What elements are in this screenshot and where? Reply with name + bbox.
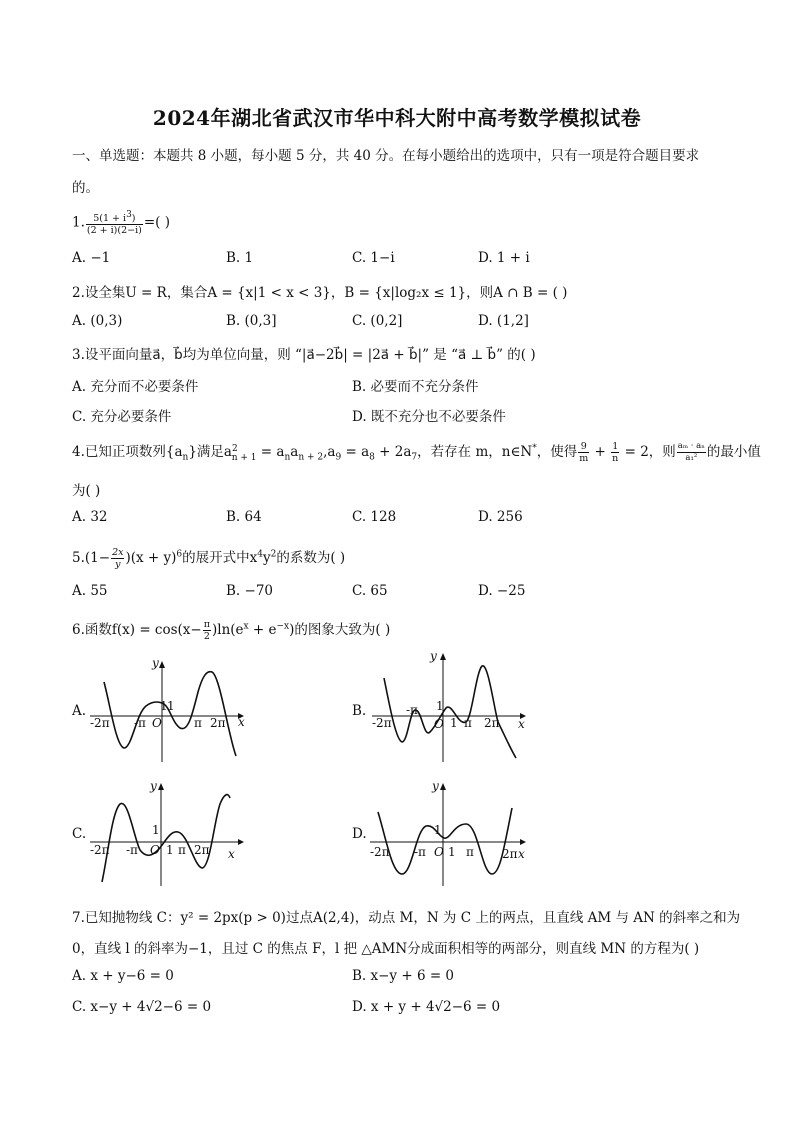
origin-label: O: [434, 717, 444, 731]
question-text: 设全集U = R，集合A = {x|1 < x < 3}，B = {x|log₂x ≤ 1}，则A ∩ B = ( ): [84, 285, 568, 301]
curve: [102, 795, 230, 882]
q1-option-a[interactable]: A. −1: [72, 250, 111, 266]
origin-label: O: [152, 716, 162, 730]
q4-text: 的最小值: [706, 444, 761, 460]
q2-option-a[interactable]: A. (0,3): [72, 313, 123, 329]
q4-sub: 7: [411, 452, 418, 463]
q6-sup: −x: [276, 621, 290, 632]
curve: [384, 666, 516, 758]
q6-text: )ln(e: [212, 622, 244, 638]
tick-pi: π: [178, 843, 186, 857]
q4-text: +: [590, 444, 611, 460]
q5-option-b[interactable]: B. −70: [226, 583, 273, 599]
q4-option-c[interactable]: C. 128: [352, 509, 397, 525]
denominator: 2: [203, 631, 210, 642]
q5-text: y: [263, 550, 271, 566]
graph-c[interactable]: [88, 778, 258, 890]
question-6-stem: [72, 618, 390, 642]
fraction: [578, 441, 589, 464]
tick-pi: π: [464, 716, 472, 730]
tick-neg-pi: -π: [134, 716, 146, 730]
section-heading: [72, 144, 699, 164]
tick-neg-2pi: -2π: [90, 716, 110, 730]
q5-sup: 6: [176, 549, 183, 560]
y-label: y: [150, 779, 157, 793]
tick-pi: π: [466, 845, 474, 859]
q1-option-c[interactable]: C. 1−i: [352, 250, 395, 266]
section-heading-line1: 一、单选题：本题共 8 小题，每小题 5 分，共 40 分。在每小题给出的选项中，只有一项是符合题目要求: [72, 148, 700, 164]
q4-option-d[interactable]: D. 256: [478, 509, 523, 525]
q6-option-d[interactable]: D.: [352, 826, 367, 842]
y-arrow-icon: [440, 653, 446, 660]
denominator: (2 + i)(2−i): [86, 225, 142, 237]
page-title: 2024年湖北省武汉市华中科大附中高考数学模拟试卷: [152, 106, 642, 130]
tick-neg-pi: -π: [126, 843, 138, 857]
tick-one: 1: [166, 843, 174, 857]
question-4-stem: [72, 440, 761, 464]
numerator-close: ): [131, 213, 136, 225]
x-label: x: [238, 715, 245, 729]
q7-option-b[interactable]: B. x−y + 6 = 0: [352, 968, 455, 984]
fraction: [203, 619, 211, 642]
tick-neg-pi: -π: [406, 703, 418, 717]
tick-one: 1: [160, 699, 168, 713]
q3-option-b[interactable]: B. 必要而不充分条件: [352, 379, 479, 395]
x-arrow-icon: [520, 839, 526, 845]
q4-option-a[interactable]: A. 32: [72, 509, 108, 525]
tick-one-y: 1: [434, 823, 442, 837]
q6-text: 函数f(x) = cos(x−: [84, 622, 202, 638]
q3-option-d[interactable]: D. 既不充分也不必要条件: [352, 409, 506, 425]
denominator: y: [115, 559, 121, 570]
q6-option-b[interactable]: B.: [352, 703, 367, 719]
tick-neg-2pi: -2π: [90, 843, 110, 857]
tick-one-b: 1: [450, 716, 458, 730]
q5-text: (1−: [84, 550, 111, 566]
q6-sup: x: [243, 621, 249, 632]
y-arrow-icon: [440, 783, 446, 790]
q5-sup: 4: [257, 549, 263, 560]
q5-text: )(x + y): [125, 550, 177, 566]
q6-option-c[interactable]: C.: [72, 826, 87, 842]
x-arrow-icon: [238, 839, 244, 845]
q4-text: ,a: [323, 444, 336, 460]
x-label: x: [228, 847, 235, 861]
tick-neg-2pi: -2π: [372, 716, 392, 730]
q4-text: = a: [256, 444, 285, 460]
question-7-stem: [72, 906, 740, 926]
y-label: y: [430, 649, 437, 663]
question-number: 3.: [72, 347, 85, 363]
exponent: 3: [126, 210, 132, 220]
q4-text: 已知正项数列{a: [84, 444, 183, 460]
origin-label: O: [150, 843, 160, 857]
q4-text: + 2a: [374, 444, 412, 460]
q4-sub: n + 1: [231, 452, 257, 463]
q5-option-d[interactable]: D. −25: [478, 583, 526, 599]
q7-option-d[interactable]: D. x + y + 4√2−6 = 0: [352, 999, 501, 1015]
denominator: a₁²: [685, 453, 698, 463]
q4-sub: n: [182, 452, 189, 463]
question-number: 5.: [72, 550, 85, 566]
q4-sup: *: [532, 443, 537, 454]
q5-text: 的系数为( ): [276, 550, 346, 566]
q4-sub: n: [284, 452, 291, 463]
q2-option-d[interactable]: D. (1,2]: [478, 313, 529, 329]
numerator: 1: [612, 441, 619, 452]
question-3-stem: [72, 343, 536, 363]
q4-text: = 2，则: [620, 444, 676, 460]
curve: [104, 672, 236, 756]
y-arrow-icon: [159, 661, 165, 668]
q3-option-a[interactable]: A. 充分而不必要条件: [72, 379, 199, 395]
numerator: π: [203, 619, 210, 630]
tick-neg-2pi: -2π: [370, 845, 390, 859]
question-text: 设平面向量a⃗，b⃗均为单位向量，则 “|a⃗−2b⃗| = |2a⃗ + b⃗|” 是 “a⃗ ⊥ b⃗” 的( ): [84, 347, 536, 363]
tick-one-b: 1: [167, 699, 175, 713]
question-tail: =( ): [143, 214, 170, 231]
q4-sub: n + 2: [298, 452, 324, 463]
fraction: [611, 441, 619, 464]
numerator: 9: [578, 441, 589, 453]
q4-text: = a: [341, 444, 370, 460]
q4-sub: 8: [369, 452, 375, 463]
y-label: y: [152, 656, 159, 670]
tick-2pi: 2π: [502, 847, 518, 861]
curve: [378, 808, 512, 874]
graph-d[interactable]: [368, 778, 538, 890]
q7-option-c[interactable]: C. x−y + 4√2−6 = 0: [72, 999, 212, 1015]
tick-one-y: 1: [152, 823, 160, 837]
q6-text: + e: [248, 622, 277, 638]
q4-sub: 9: [335, 452, 342, 463]
fraction: [111, 547, 124, 570]
fraction: [677, 441, 706, 464]
q2-option-c[interactable]: C. (0,2]: [352, 313, 403, 329]
q5-option-c[interactable]: C. 65: [352, 583, 388, 599]
numerator-text: 5(1 + i: [93, 213, 127, 225]
question-4-stem-cont: 为( ): [72, 483, 101, 499]
question-number: 7.: [72, 910, 85, 926]
question-text: 已知抛物线 C：y² = 2px(p > 0)过点A(2,4)，动点 M，N 为 C 上的两点，且直线 AM 与 AN 的斜率之和为: [84, 910, 741, 926]
y-arrow-icon: [158, 783, 164, 790]
question-number: 6.: [72, 622, 85, 638]
q6-option-a[interactable]: A.: [72, 703, 87, 719]
question-5-stem: [72, 546, 345, 570]
q1-option-b[interactable]: B. 1: [226, 250, 254, 266]
x-label: x: [518, 847, 525, 861]
q4-option-b[interactable]: B. 64: [226, 509, 262, 525]
question-1-stem: [72, 210, 170, 236]
q5-sup: 2: [270, 549, 277, 560]
graph-b[interactable]: [370, 648, 540, 766]
q4-text: ，若存在 m，n∈N: [417, 444, 533, 460]
origin-label: O: [434, 845, 444, 859]
tick-neg-pi: -π: [414, 845, 426, 859]
q4-text: a: [290, 444, 299, 460]
q4-text: }满足a: [188, 444, 232, 460]
tick-2pi: 2π: [484, 716, 500, 730]
q5-option-a[interactable]: A. 55: [72, 583, 108, 599]
tick-one: 1: [448, 845, 456, 859]
y-label: y: [432, 779, 439, 793]
question-number: 1.: [72, 214, 85, 231]
denominator: m: [579, 453, 589, 464]
q2-option-b[interactable]: B. (0,3]: [226, 313, 277, 329]
question-number: 4.: [72, 444, 85, 460]
question-number: 2.: [72, 285, 85, 301]
q3-option-c[interactable]: C. 充分必要条件: [72, 409, 172, 425]
numerator: aₘ · aₙ: [677, 441, 705, 451]
q6-text: )的图象大致为( ): [289, 622, 391, 638]
tick-one: 1: [436, 699, 444, 713]
q5-text: 的展开式中x: [182, 550, 258, 566]
q7-option-a[interactable]: A. x + y−6 = 0: [72, 968, 174, 984]
tick-pi: π: [194, 716, 202, 730]
q4-text: ，使得: [536, 444, 578, 460]
x-label: x: [518, 717, 525, 731]
q1-option-d[interactable]: D. 1 + i: [478, 250, 530, 266]
tick-2pi: 2π: [210, 716, 226, 730]
q4-sup: 2: [231, 443, 238, 454]
numerator: 2x: [112, 547, 124, 558]
tick-2pi: 2π: [194, 843, 210, 857]
section-heading-cont: [72, 176, 99, 196]
section-heading-line2: 的。: [72, 180, 99, 196]
graph-a[interactable]: [88, 654, 258, 766]
question-2-stem: [72, 281, 567, 301]
fraction: [86, 210, 143, 236]
question-7-stem-cont: 0，直线 l 的斜率为−1，且过 C 的焦点 F，l 把 △AMN分成面积相等的两部分，则直线 MN 的方程为( ): [72, 941, 700, 957]
denominator: n: [612, 453, 619, 464]
